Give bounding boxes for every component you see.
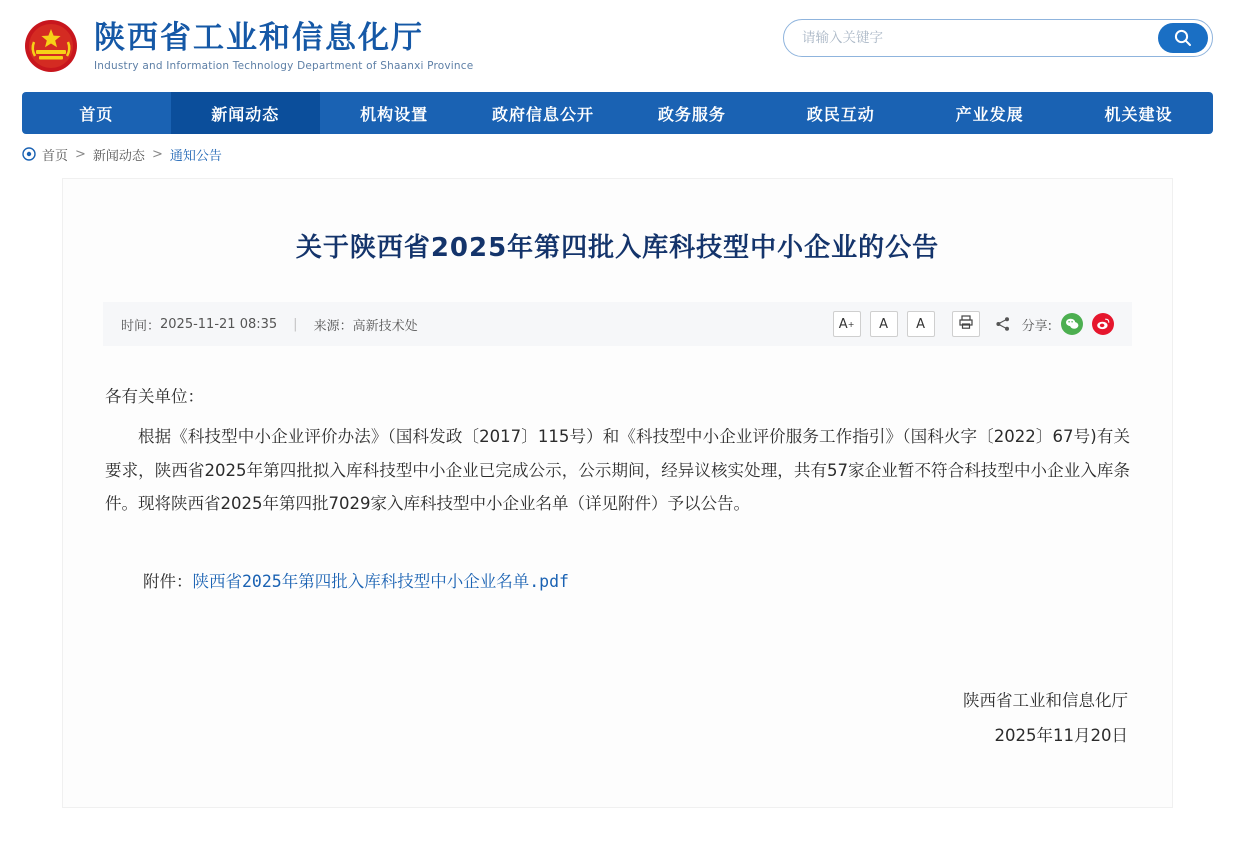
search-bar[interactable]	[783, 19, 1213, 57]
signature-date: 2025年11月20日	[994, 725, 1128, 745]
breadcrumb	[22, 134, 1213, 174]
printer-icon	[958, 314, 974, 334]
nav-item-2[interactable]: 机构设置	[360, 104, 429, 124]
meta-source-value: 高新技术处	[352, 318, 418, 334]
nav-item-3[interactable]: 政府信息公开	[492, 104, 595, 124]
article-tools	[833, 311, 1114, 337]
wechat-icon[interactable]	[1061, 313, 1083, 335]
font-size-small-button[interactable]: A	[907, 311, 935, 337]
location-pin-icon	[22, 147, 36, 161]
main-nav[interactable]	[22, 92, 1213, 134]
font-size-large-button[interactable]	[833, 311, 861, 337]
search-button[interactable]	[1158, 23, 1208, 53]
breadcrumb-home[interactable]: 首页	[42, 148, 69, 164]
breadcrumb-section[interactable]: 新闻动态	[92, 148, 145, 164]
article-meta-bar	[103, 302, 1132, 346]
weibo-icon[interactable]	[1092, 313, 1114, 335]
search-icon	[1173, 28, 1193, 48]
nav-item-0[interactable]: 首页	[79, 104, 114, 124]
nav-item-6[interactable]: 产业发展	[955, 104, 1024, 124]
breadcrumb-sep-1: >	[75, 146, 86, 162]
site-title-cn: 陕西省工业和信息化厅	[94, 19, 424, 56]
print-button[interactable]	[952, 311, 980, 337]
article-paragraph-0: 各有关单位：	[105, 387, 204, 406]
share-nodes-icon	[995, 316, 1011, 332]
article-paragraph-1: 根据《科技型中小企业评价办法》（国科发政〔2017〕115号）和《科技型中小企业评价服务工作指引》（国科火字〔2022〕67号)有关要求，陕西省2025年第四批拟入库科技型中小企业已完成公示，公示期间，经异议核实处理，共有57家企业暂不符合科技型中小企业入库条件。现将陕西省2025年第四批7029家入库科技型中小企业名单（详见附件）予以公告。	[105, 426, 1130, 514]
font-large-label: A	[838, 316, 848, 332]
meta-source-label: 来源：	[313, 318, 353, 334]
nav-item-4[interactable]: 政务服务	[657, 104, 726, 124]
article-card	[62, 178, 1173, 808]
nav-item-1[interactable]: 新闻动态	[171, 92, 320, 134]
site-logo-text	[94, 20, 473, 73]
nav-item-7[interactable]: 机关建设	[1104, 104, 1173, 124]
site-header	[0, 0, 1235, 92]
breadcrumb-sep-2: >	[151, 146, 163, 162]
meta-time-value: 2025-11-21 08:35	[160, 316, 278, 332]
article-body	[103, 346, 1132, 754]
attachment-row	[105, 565, 1130, 598]
share-label: 分享:	[1021, 318, 1052, 334]
font-large-sup: +	[847, 319, 855, 329]
search-input[interactable]	[800, 29, 1158, 47]
page-title: 关于陕西省2025年第四批入库科技型中小企业的公告	[295, 233, 940, 263]
site-title-en: Industry and Information Technology Department of Shaanxi Province	[94, 60, 474, 73]
attachment-link[interactable]: 陕西省2025年第四批入库科技型中小企业名单.pdf	[192, 572, 569, 592]
breadcrumb-current[interactable]: 通知公告	[169, 148, 222, 164]
attachment-label: 附件：	[143, 572, 193, 592]
signature-block	[105, 684, 1130, 753]
meta-time-label: 时间：	[121, 318, 161, 334]
national-emblem-icon	[22, 17, 80, 75]
signature-org: 陕西省工业和信息化厅	[963, 691, 1128, 711]
meta-divider: |	[293, 316, 298, 332]
article-meta-left	[121, 315, 418, 334]
nav-item-5[interactable]: 政民互动	[806, 104, 875, 124]
font-size-medium-button[interactable]: A	[870, 311, 898, 337]
